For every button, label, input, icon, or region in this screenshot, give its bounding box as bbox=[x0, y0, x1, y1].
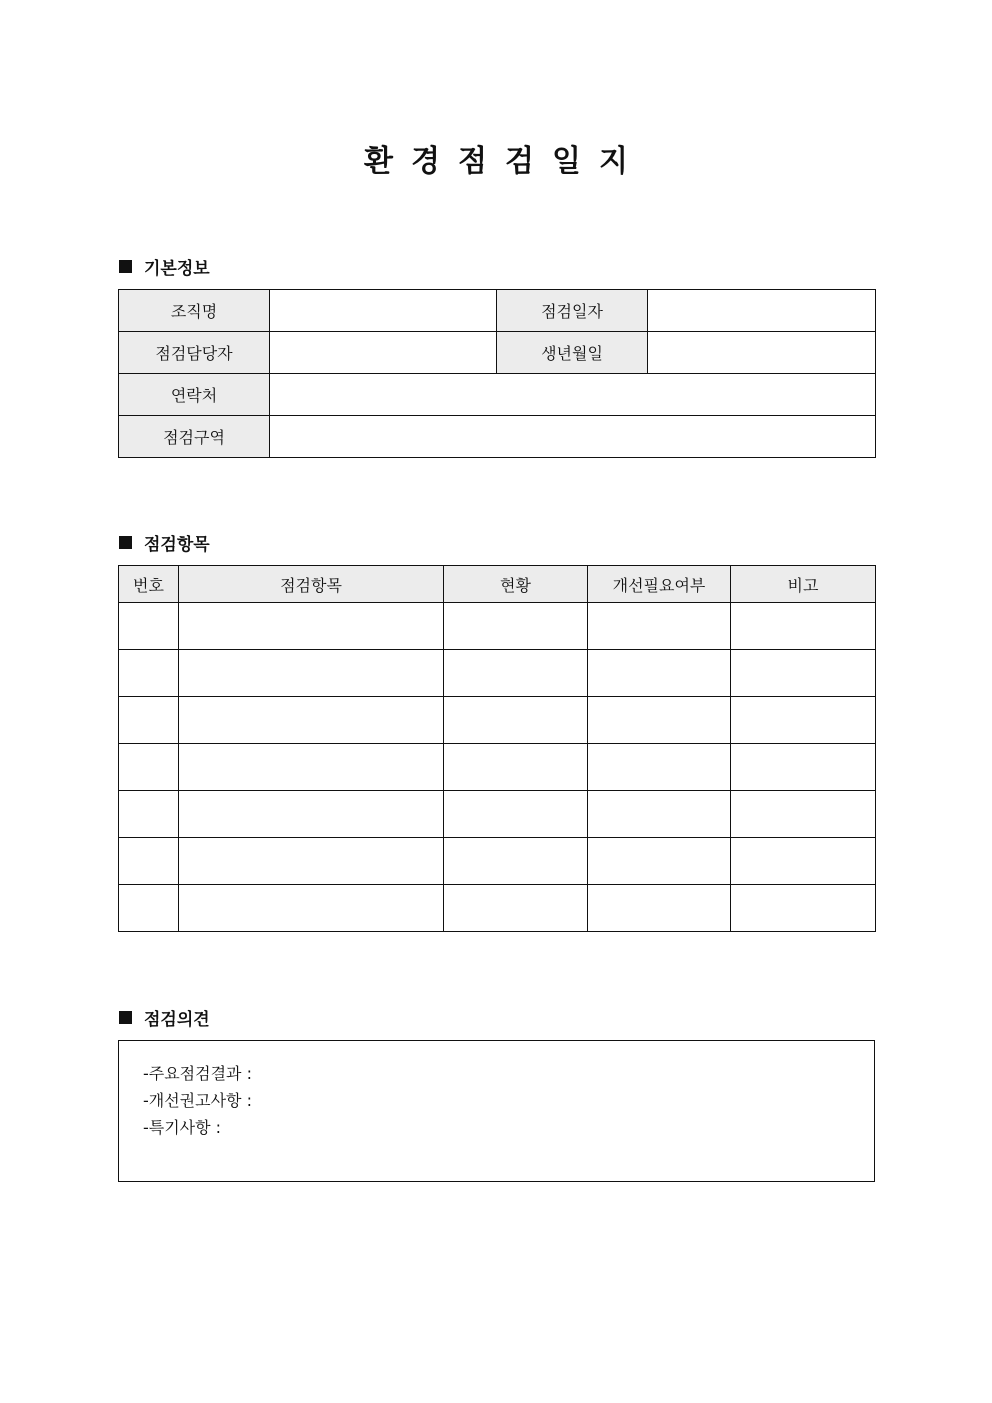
cell-item[interactable] bbox=[179, 791, 444, 838]
cell-status[interactable] bbox=[444, 603, 588, 650]
table-row bbox=[119, 744, 876, 791]
column-header-status: 현황 bbox=[444, 566, 588, 603]
table-row bbox=[119, 603, 876, 650]
field-organization[interactable] bbox=[270, 290, 497, 332]
field-inspection-area[interactable] bbox=[270, 416, 876, 458]
cell-remarks[interactable] bbox=[731, 791, 876, 838]
cell-status[interactable] bbox=[444, 791, 588, 838]
cell-remarks[interactable] bbox=[731, 697, 876, 744]
square-bullet-icon bbox=[119, 1011, 132, 1024]
cell-number[interactable] bbox=[119, 838, 179, 885]
cell-status[interactable] bbox=[444, 697, 588, 744]
table-row bbox=[119, 374, 876, 416]
table-row bbox=[119, 838, 876, 885]
opinion-line-special-notes: -특기사항 : bbox=[143, 1118, 222, 1137]
section-heading-label: 점검의견 bbox=[144, 1010, 210, 1030]
cell-item[interactable] bbox=[179, 885, 444, 932]
label-inspector: 점검담당자 bbox=[119, 332, 270, 374]
cell-item[interactable] bbox=[179, 744, 444, 791]
cell-status[interactable] bbox=[444, 838, 588, 885]
cell-improvement-needed[interactable] bbox=[588, 838, 731, 885]
table-row bbox=[119, 791, 876, 838]
opinion-line-recommendations: -개선권고사항 : bbox=[143, 1091, 252, 1110]
table-row bbox=[119, 332, 876, 374]
column-header-number: 번호 bbox=[119, 566, 179, 603]
cell-number[interactable] bbox=[119, 744, 179, 791]
cell-status[interactable] bbox=[444, 650, 588, 697]
column-header-remarks: 비고 bbox=[731, 566, 876, 603]
cell-item[interactable] bbox=[179, 838, 444, 885]
cell-item[interactable] bbox=[179, 697, 444, 744]
table-row bbox=[119, 416, 876, 458]
column-header-improvement-needed: 개선필요여부 bbox=[588, 566, 731, 603]
cell-number[interactable] bbox=[119, 885, 179, 932]
table-row bbox=[119, 650, 876, 697]
field-contact[interactable] bbox=[270, 374, 876, 416]
label-organization: 조직명 bbox=[119, 290, 270, 332]
field-birth-date[interactable] bbox=[648, 332, 876, 374]
cell-number[interactable] bbox=[119, 697, 179, 744]
square-bullet-icon bbox=[119, 536, 132, 549]
cell-remarks[interactable] bbox=[731, 603, 876, 650]
cell-improvement-needed[interactable] bbox=[588, 791, 731, 838]
cell-remarks[interactable] bbox=[731, 744, 876, 791]
document-title: 환경점검일지 bbox=[364, 144, 646, 179]
table-header-row bbox=[119, 566, 876, 603]
field-inspector[interactable] bbox=[270, 332, 497, 374]
cell-improvement-needed[interactable] bbox=[588, 603, 731, 650]
label-inspection-date: 점검일자 bbox=[497, 290, 648, 332]
cell-improvement-needed[interactable] bbox=[588, 885, 731, 932]
table-row bbox=[119, 885, 876, 932]
cell-number[interactable] bbox=[119, 791, 179, 838]
label-contact: 연락처 bbox=[119, 374, 270, 416]
opinion-line-main-results: -주요점검결과 : bbox=[143, 1064, 252, 1083]
section-heading-inspection-items bbox=[119, 530, 210, 555]
cell-status[interactable] bbox=[444, 744, 588, 791]
cell-number[interactable] bbox=[119, 603, 179, 650]
table-row bbox=[119, 697, 876, 744]
inspection-items-table bbox=[118, 565, 876, 932]
cell-improvement-needed[interactable] bbox=[588, 650, 731, 697]
section-heading-basic-info bbox=[119, 254, 210, 279]
field-inspection-date[interactable] bbox=[648, 290, 876, 332]
cell-number[interactable] bbox=[119, 650, 179, 697]
cell-improvement-needed[interactable] bbox=[588, 744, 731, 791]
cell-remarks[interactable] bbox=[731, 838, 876, 885]
cell-remarks[interactable] bbox=[731, 885, 876, 932]
cell-remarks[interactable] bbox=[731, 650, 876, 697]
basic-info-table bbox=[118, 289, 876, 458]
cell-improvement-needed[interactable] bbox=[588, 697, 731, 744]
table-row bbox=[119, 290, 876, 332]
label-birth-date: 생년월일 bbox=[497, 332, 648, 374]
cell-item[interactable] bbox=[179, 650, 444, 697]
opinion-box[interactable] bbox=[118, 1040, 875, 1182]
section-heading-label: 점검항목 bbox=[144, 535, 210, 555]
square-bullet-icon bbox=[119, 260, 132, 273]
section-heading-opinion bbox=[119, 1005, 210, 1030]
cell-status[interactable] bbox=[444, 885, 588, 932]
cell-item[interactable] bbox=[179, 603, 444, 650]
section-heading-label: 기본정보 bbox=[144, 259, 210, 279]
column-header-item: 점검항목 bbox=[179, 566, 444, 603]
label-inspection-area: 점검구역 bbox=[119, 416, 270, 458]
